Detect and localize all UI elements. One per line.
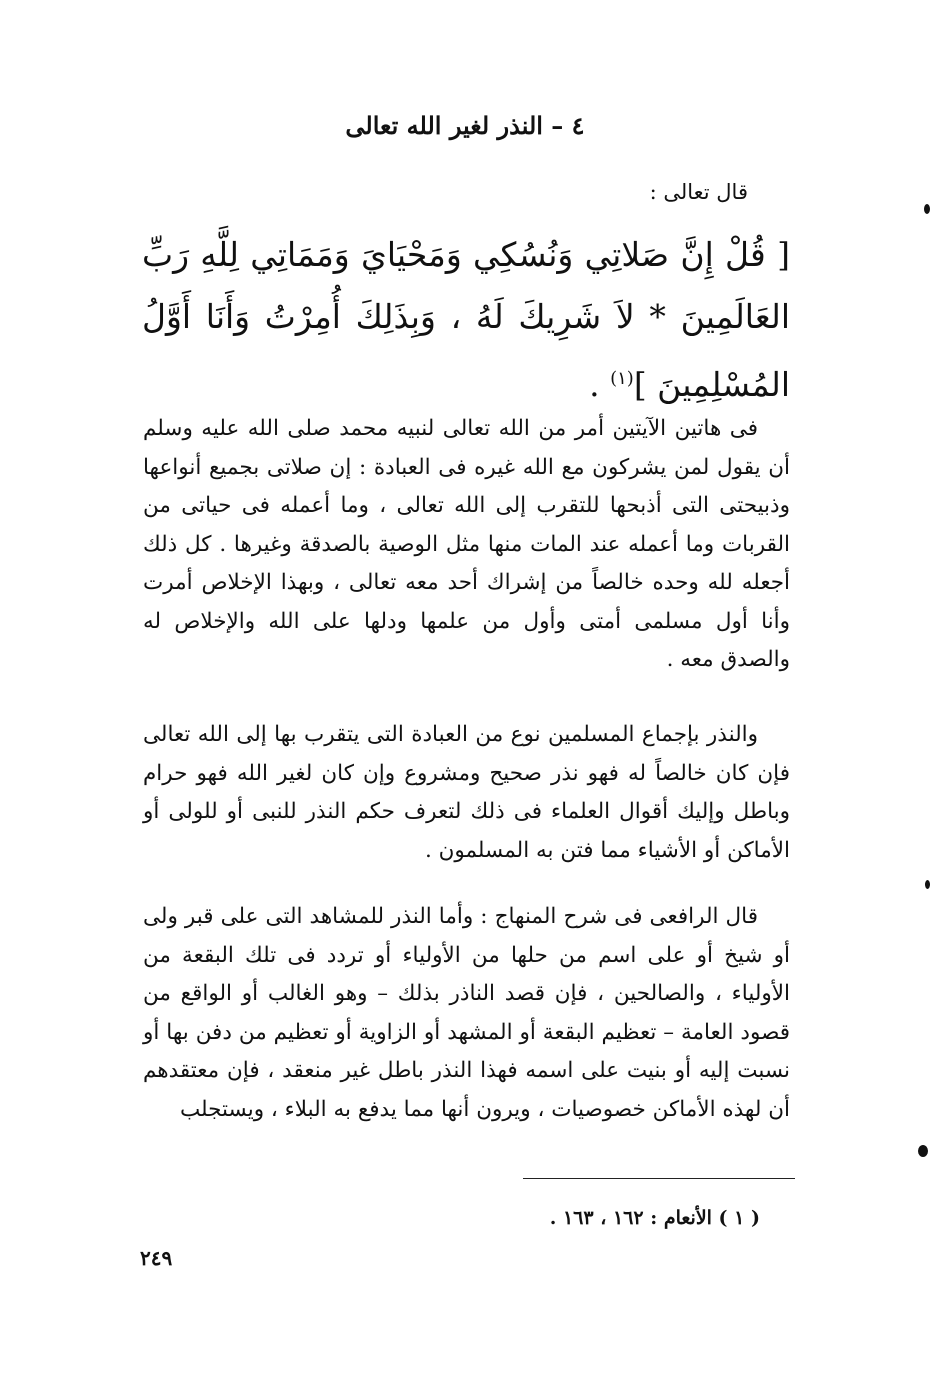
paragraph-3: قال الرافعى فى شرح المنهاج : وأما النذر للمشاهد التى على قبر ولى أو شيخ أو على اسم من حلها من الأولياء أو تردد فى تلك البقعة من الأولياء ، والصالحين ، فإن قصد الناذر بذلك – وهو الغالب أو الواقع من قصود العامة – تعظيم البقعة أو المشهد أو الزاوية أو تعظيم من دفن بها أو نسبت إليه أو بنيت على اسمه فهذا النذر باطل غير منعقد ، فإن معتقدهم أن لهذه الأماكن خصوصيات ، ويرون أنها مما يدفع به البلاء ، ويستجلب (143, 904, 790, 1122)
page-number: ٢٤٩ (140, 1246, 173, 1270)
paragraph-1: فى هاتين الآيتين أمر من الله تعالى لنبيه محمد صلى الله عليه وسلم أن يقول لمن يشركون مع الله غيره فى العبادة : إن صلاتى بجميع أنواعها وذبيحتى التى أذبحها للتقرب إلى الله تعالى ، وما أعمله فى حياتى من القربات وما أعمله عند المات منها مثل الوصية بالصدقة وغيرها . كل ذلك أجعله لله وحده خالصاً من إشراك أحد معه تعالى ، وبهذا الإخلاص أمرت وأنا أول مسلمى أمتى وأول من علمها ودلها على الله والإخلاص له والصدق معه . (143, 416, 790, 672)
footnote-reference: (١) (610, 368, 634, 389)
scan-speck (924, 204, 930, 214)
paragraph-2: والنذر بإجماع المسلمين نوع من العبادة التى يتقرب بها إلى الله تعالى فإن كان خالصاً له فهو نذر صحيح ومشروع وإن كان لغير الله فهو حرام وباطل وإليك أقوال العلماء فى ذلك لتعرف حكم النذر للنبى أو للولى أو الأماكن أو الأشياء مما فتن به المسلمون . (143, 722, 790, 863)
quran-verse (142, 224, 790, 416)
footnote-divider (523, 1178, 795, 1179)
section-heading: ٤ – النذر لغير الله تعالى (345, 111, 585, 140)
verse-text: [ قُلْ إِنَّ صَلاتِي وَنُسُكِي وَمَحْيَايَ وَمَمَاتِي لِلَّهِ رَبِّ العَالَمِينَ * لاَ شَرِيكَ لَهُ ، وَبِذَلِكَ أُمِرْتُ وَأَنَا أَوَّلُ المُسْلِمِينَ ] (142, 235, 790, 404)
verse-end-mark: . (589, 365, 600, 404)
footnote: ( ١ ) الأنعام : ١٦٢ ، ١٦٣ . (549, 1207, 760, 1229)
scan-speck (925, 880, 930, 889)
verse-intro: قال تعالى : (649, 180, 748, 204)
scan-speck (918, 1145, 928, 1157)
